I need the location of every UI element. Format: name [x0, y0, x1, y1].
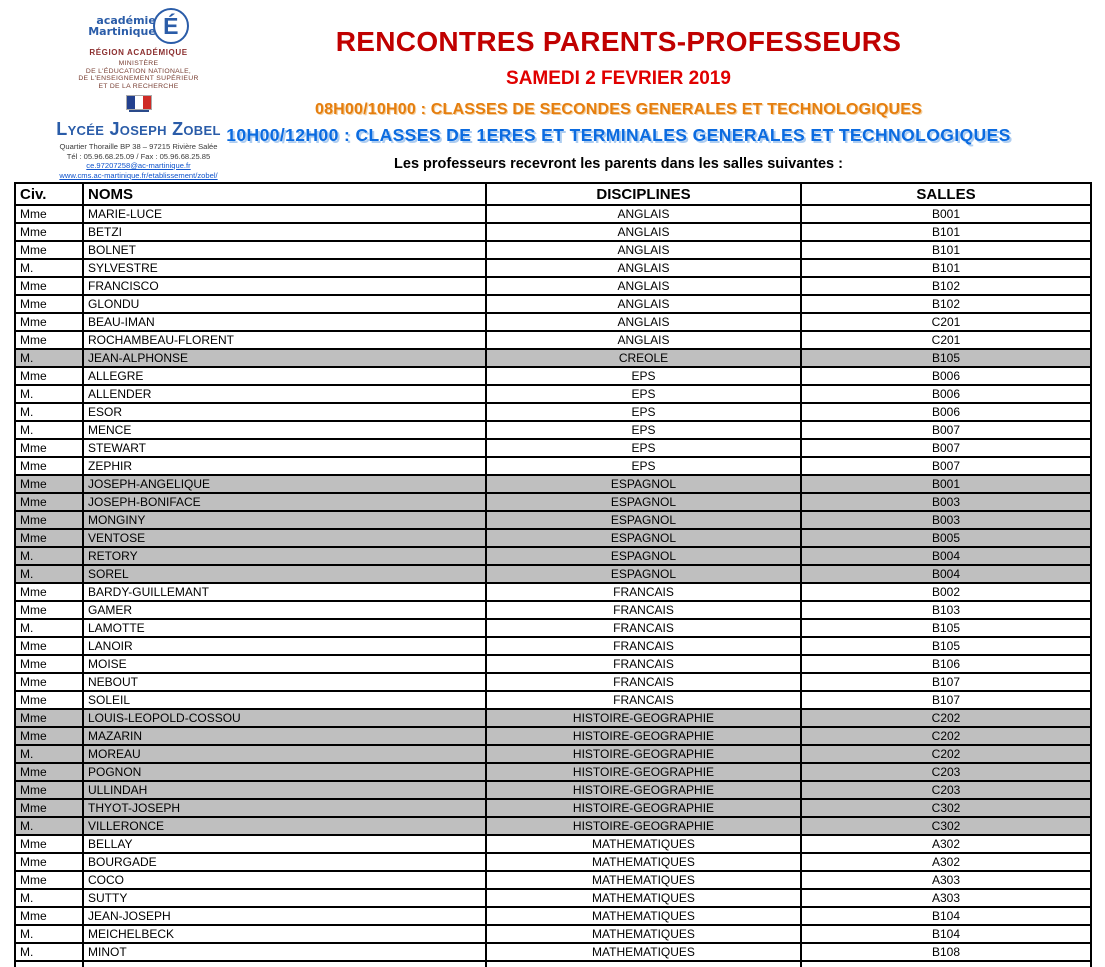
cell-civ: Mme [15, 871, 83, 889]
table-row [15, 583, 1091, 601]
table-row [15, 421, 1091, 439]
cell-salle: B005 [801, 529, 1091, 547]
table-row [15, 709, 1091, 727]
cell-nom: MEICHELBECK [83, 925, 486, 943]
cell-nom: BOLNET [83, 241, 486, 259]
cell-nom: SYLVESTRE [83, 259, 486, 277]
table-row [15, 565, 1091, 583]
cell-nom: ZEPHIR [83, 457, 486, 475]
col-header-salles: SALLES [801, 183, 1091, 205]
cell-salle: B105 [801, 619, 1091, 637]
cell-civ: M. [15, 619, 83, 637]
cell-civ: M. [15, 421, 83, 439]
cell-discipline: ANGLAIS [486, 277, 801, 295]
cell-salle: A303 [801, 889, 1091, 907]
cell-nom: MONGINY [83, 511, 486, 529]
table-row [15, 907, 1091, 925]
table-row [15, 241, 1091, 259]
school-website-link[interactable]: www.cms.ac-martinique.fr/etablissement/zobel/ [59, 170, 218, 180]
cell-civ: M. [15, 259, 83, 277]
cell-civ: Mme [15, 763, 83, 781]
cell-discipline: ANGLAIS [486, 205, 801, 223]
cell-nom: VENTOSE [83, 529, 486, 547]
school-email-link[interactable]: ce.97207258@ac-martinique.fr [86, 161, 191, 170]
table-row [15, 331, 1091, 349]
cell-discipline: MATHEMATIQUES [486, 871, 801, 889]
cell-civ: Mme [15, 511, 83, 529]
cell-nom: RETORY [83, 547, 486, 565]
table-row [15, 367, 1091, 385]
cell-salle: B104 [801, 907, 1091, 925]
table-row [15, 835, 1091, 853]
table-row [15, 223, 1091, 241]
cell-discipline: MATHEMATIQUES [486, 907, 801, 925]
cell-civ: Mme [15, 475, 83, 493]
cell-nom: SUTTY [83, 889, 486, 907]
cell-salle: B105 [801, 637, 1091, 655]
cell-salle: C203 [801, 763, 1091, 781]
cell-civ: M. [15, 889, 83, 907]
cell-nom: LAMOTTE [83, 619, 486, 637]
cell-nom: MOREAU [83, 745, 486, 763]
cell-civ: Mme [15, 223, 83, 241]
academy-name-line1: académie [96, 14, 156, 27]
table-row [15, 781, 1091, 799]
cell-nom: MINOT [83, 943, 486, 961]
cell-nom: SOREL [83, 565, 486, 583]
cell-salle: C202 [801, 745, 1091, 763]
cell-salle: B104 [801, 925, 1091, 943]
cell-nom: NEBOUT [83, 673, 486, 691]
cell-salle: B101 [801, 241, 1091, 259]
cell-nom: MAZARIN [83, 727, 486, 745]
cell-discipline: ESPAGNOL [486, 529, 801, 547]
cell-nom: JEAN-JOSEPH [83, 907, 486, 925]
cell-salle: B004 [801, 565, 1091, 583]
cell-civ: Mme [15, 331, 83, 349]
cell-discipline: ANGLAIS [486, 223, 801, 241]
cell-civ: M. [15, 943, 83, 961]
cell-salle: A302 [801, 853, 1091, 871]
cell-discipline: MATHEMATIQUES [486, 943, 801, 961]
cell-civ: M. [15, 547, 83, 565]
cell-discipline: HISTOIRE-GEOGRAPHIE [486, 709, 801, 727]
table-row [15, 925, 1091, 943]
cell-discipline: MATHEMATIQUES [486, 925, 801, 943]
cell-salle: B004 [801, 547, 1091, 565]
table-row [15, 601, 1091, 619]
cell-salle: B101 [801, 223, 1091, 241]
cell-discipline: HISTOIRE-GEOGRAPHIE [486, 763, 801, 781]
cell-nom: GLONDU [83, 295, 486, 313]
cell-discipline: ESPAGNOL [486, 547, 801, 565]
session1-line: 08H00/10H00 : CLASSES DE SECONDES GENERALES ET TECHNOLOGIQUES [314, 101, 922, 118]
table-row [15, 457, 1091, 475]
table-row [15, 511, 1091, 529]
cell-salle: C202 [801, 727, 1091, 745]
table-row [15, 763, 1091, 781]
cell-salle: B106 [801, 655, 1091, 673]
cell-salle: B007 [801, 439, 1091, 457]
cell-salle: B006 [801, 385, 1091, 403]
main-title: RENCONTRES PARENTS-PROFESSEURS [335, 26, 902, 57]
cell-discipline: EPS [486, 439, 801, 457]
school-name: Lycée Joseph Zobel [56, 119, 221, 139]
cell-civ: Mme [15, 457, 83, 475]
cell-discipline: MATHEMATIQUES [486, 853, 801, 871]
cell-salle: B102 [801, 277, 1091, 295]
cell-discipline: HISTOIRE-GEOGRAPHIE [486, 817, 801, 835]
table-row [15, 547, 1091, 565]
cell-nom: JOSEPH-BONIFACE [83, 493, 486, 511]
ministry-line: ET DE LA RECHERCHE [98, 82, 179, 90]
table-row [15, 349, 1091, 367]
table-row [15, 745, 1091, 763]
cell-nom: FRANCISCO [83, 277, 486, 295]
table-row [15, 205, 1091, 223]
cell-nom: MOISE [83, 655, 486, 673]
cell-salle: B001 [801, 475, 1091, 493]
cell-civ: M. [15, 349, 83, 367]
table-row [15, 529, 1091, 547]
cell-discipline: FRANCAIS [486, 691, 801, 709]
cell-discipline: ANGLAIS [486, 313, 801, 331]
cell-discipline: HISTOIRE-GEOGRAPHIE [486, 781, 801, 799]
cell-salle: B108 [801, 943, 1091, 961]
cell-nom: LOUIS-LEOPOLD-COSSOU [83, 709, 486, 727]
cell-civ: Mme [15, 691, 83, 709]
col-header-civ: Civ. [15, 183, 83, 205]
cell-civ: Mme [15, 655, 83, 673]
table-row [15, 871, 1091, 889]
col-header-noms: NOMS [83, 183, 486, 205]
col-header-disciplines: DISCIPLINES [486, 183, 801, 205]
table-row [15, 727, 1091, 745]
intro-line: Les professeurs recevront les parents dans les salles suivantes : [394, 156, 843, 172]
cell-salle: B103 [801, 601, 1091, 619]
cell-salle: B006 [801, 367, 1091, 385]
cell-nom: COCO [83, 871, 486, 889]
cell-civ: Mme [15, 295, 83, 313]
cell-empty [486, 961, 801, 967]
cell-salle: B105 [801, 349, 1091, 367]
table-body [15, 205, 1091, 967]
cell-salle: B002 [801, 583, 1091, 601]
table-row [15, 439, 1091, 457]
rooms-table [14, 182, 1092, 967]
table-header-row [15, 183, 1091, 205]
cell-nom: JOSEPH-ANGELIQUE [83, 475, 486, 493]
cell-discipline: EPS [486, 403, 801, 421]
cell-nom: SOLEIL [83, 691, 486, 709]
cell-nom: STEWART [83, 439, 486, 457]
cell-discipline: FRANCAIS [486, 583, 801, 601]
table-row-partial [15, 961, 1091, 967]
cell-salle: B007 [801, 457, 1091, 475]
ministry-line: DE L'ÉDUCATION NATIONALE, [85, 67, 192, 75]
cell-civ: Mme [15, 637, 83, 655]
cell-civ: Mme [15, 709, 83, 727]
cell-salle: B003 [801, 493, 1091, 511]
cell-nom: GAMER [83, 601, 486, 619]
table-row [15, 277, 1091, 295]
table-row [15, 259, 1091, 277]
cell-salle: A303 [801, 871, 1091, 889]
table-row [15, 691, 1091, 709]
cell-nom: LANOIR [83, 637, 486, 655]
cell-discipline: ANGLAIS [486, 331, 801, 349]
cell-civ: M. [15, 403, 83, 421]
academy-e-icon: É [153, 8, 189, 44]
cell-nom: THYOT-JOSEPH [83, 799, 486, 817]
cell-empty [15, 961, 83, 967]
cell-discipline: ESPAGNOL [486, 475, 801, 493]
cell-salle: A302 [801, 835, 1091, 853]
cell-civ: Mme [15, 205, 83, 223]
table-row [15, 385, 1091, 403]
cell-discipline: ANGLAIS [486, 259, 801, 277]
cell-civ: Mme [15, 313, 83, 331]
table-row [15, 943, 1091, 961]
cell-civ: Mme [15, 367, 83, 385]
table-row [15, 655, 1091, 673]
region-academique-label: RÉGION ACADÉMIQUE [89, 48, 188, 57]
cell-discipline: ESPAGNOL [486, 565, 801, 583]
table-row [15, 817, 1091, 835]
cell-nom: ROCHAMBEAU-FLORENT [83, 331, 486, 349]
cell-empty [83, 961, 486, 967]
table-row [15, 295, 1091, 313]
cell-civ: Mme [15, 673, 83, 691]
cell-salle: C201 [801, 331, 1091, 349]
table-row [15, 799, 1091, 817]
cell-civ: Mme [15, 727, 83, 745]
cell-nom: MENCE [83, 421, 486, 439]
cell-discipline: MATHEMATIQUES [486, 889, 801, 907]
cell-civ: Mme [15, 493, 83, 511]
cell-civ: Mme [15, 907, 83, 925]
cell-discipline: ANGLAIS [486, 241, 801, 259]
cell-nom: BOURGADE [83, 853, 486, 871]
cell-discipline: FRANCAIS [486, 601, 801, 619]
cell-civ: M. [15, 817, 83, 835]
cell-salle: B107 [801, 691, 1091, 709]
cell-discipline: FRANCAIS [486, 655, 801, 673]
cell-discipline: FRANCAIS [486, 637, 801, 655]
cell-discipline: FRANCAIS [486, 673, 801, 691]
academy-name-line2: Martinique [88, 25, 156, 38]
cell-nom: MARIE-LUCE [83, 205, 486, 223]
cell-salle: B107 [801, 673, 1091, 691]
cell-civ: Mme [15, 853, 83, 871]
cell-salle: C201 [801, 313, 1091, 331]
table-row [15, 673, 1091, 691]
date-title: SAMEDI 2 FEVRIER 2019 [506, 68, 731, 89]
cell-civ: Mme [15, 583, 83, 601]
cell-nom: JEAN-ALPHONSE [83, 349, 486, 367]
cell-discipline: HISTOIRE-GEOGRAPHIE [486, 745, 801, 763]
cell-salle: B003 [801, 511, 1091, 529]
cell-nom: BARDY-GUILLEMANT [83, 583, 486, 601]
cell-civ: Mme [15, 601, 83, 619]
cell-discipline: MATHEMATIQUES [486, 835, 801, 853]
cell-nom: BEAU-IMAN [83, 313, 486, 331]
cell-civ: Mme [15, 277, 83, 295]
cell-salle: C202 [801, 709, 1091, 727]
cell-nom: ALLENDER [83, 385, 486, 403]
table-row [15, 619, 1091, 637]
cell-discipline: EPS [486, 367, 801, 385]
cell-discipline: ESPAGNOL [486, 511, 801, 529]
cell-civ: Mme [15, 241, 83, 259]
cell-nom: BELLAY [83, 835, 486, 853]
cell-salle: B102 [801, 295, 1091, 313]
cell-nom: POGNON [83, 763, 486, 781]
cell-discipline: CREOLE [486, 349, 801, 367]
table-row [15, 493, 1091, 511]
cell-civ: M. [15, 745, 83, 763]
cell-nom: ESOR [83, 403, 486, 421]
cell-nom: BETZI [83, 223, 486, 241]
cell-civ: Mme [15, 781, 83, 799]
cell-civ: Mme [15, 799, 83, 817]
cell-salle: B007 [801, 421, 1091, 439]
cell-discipline: EPS [486, 385, 801, 403]
cell-nom: ALLEGRE [83, 367, 486, 385]
cell-salle: C302 [801, 799, 1091, 817]
school-phone: Tél : 05.96.68.25.09 / Fax : 05.96.68.25.85 [66, 152, 211, 161]
cell-discipline: HISTOIRE-GEOGRAPHIE [486, 727, 801, 745]
cell-discipline: HISTOIRE-GEOGRAPHIE [486, 799, 801, 817]
session2-line: 10H00/12H00 : CLASSES DE 1ERES ET TERMINALES GENERALES ET TECHNOLOGIQUES [226, 125, 1011, 145]
table-row [15, 889, 1091, 907]
cell-salle: B001 [801, 205, 1091, 223]
cell-discipline: EPS [486, 457, 801, 475]
title-block [140, 0, 1097, 172]
table-row [15, 637, 1091, 655]
cell-empty [801, 961, 1091, 967]
cell-civ: M. [15, 565, 83, 583]
cell-civ: Mme [15, 835, 83, 853]
ministry-line: DE L'ENSEIGNEMENT SUPÉRIEUR [78, 75, 199, 82]
cell-nom: VILLERONCE [83, 817, 486, 835]
cell-salle: C203 [801, 781, 1091, 799]
cell-discipline: ESPAGNOL [486, 493, 801, 511]
cell-discipline: EPS [486, 421, 801, 439]
table-row [15, 475, 1091, 493]
document-header [0, 0, 1105, 180]
cell-nom: ULLINDAH [83, 781, 486, 799]
cell-discipline: FRANCAIS [486, 619, 801, 637]
cell-discipline: ANGLAIS [486, 295, 801, 313]
cell-civ: M. [15, 385, 83, 403]
school-address: Quartier Thoraille BP 38 – 97215 Rivière Salée [59, 141, 218, 151]
cell-salle: B006 [801, 403, 1091, 421]
cell-civ: M. [15, 925, 83, 943]
ministry-line: MINISTÈRE [118, 60, 159, 67]
cell-civ: Mme [15, 529, 83, 547]
table-row [15, 313, 1091, 331]
cell-salle: C302 [801, 817, 1091, 835]
cell-civ: Mme [15, 439, 83, 457]
table-row [15, 853, 1091, 871]
table-row [15, 403, 1091, 421]
cell-salle: B101 [801, 259, 1091, 277]
